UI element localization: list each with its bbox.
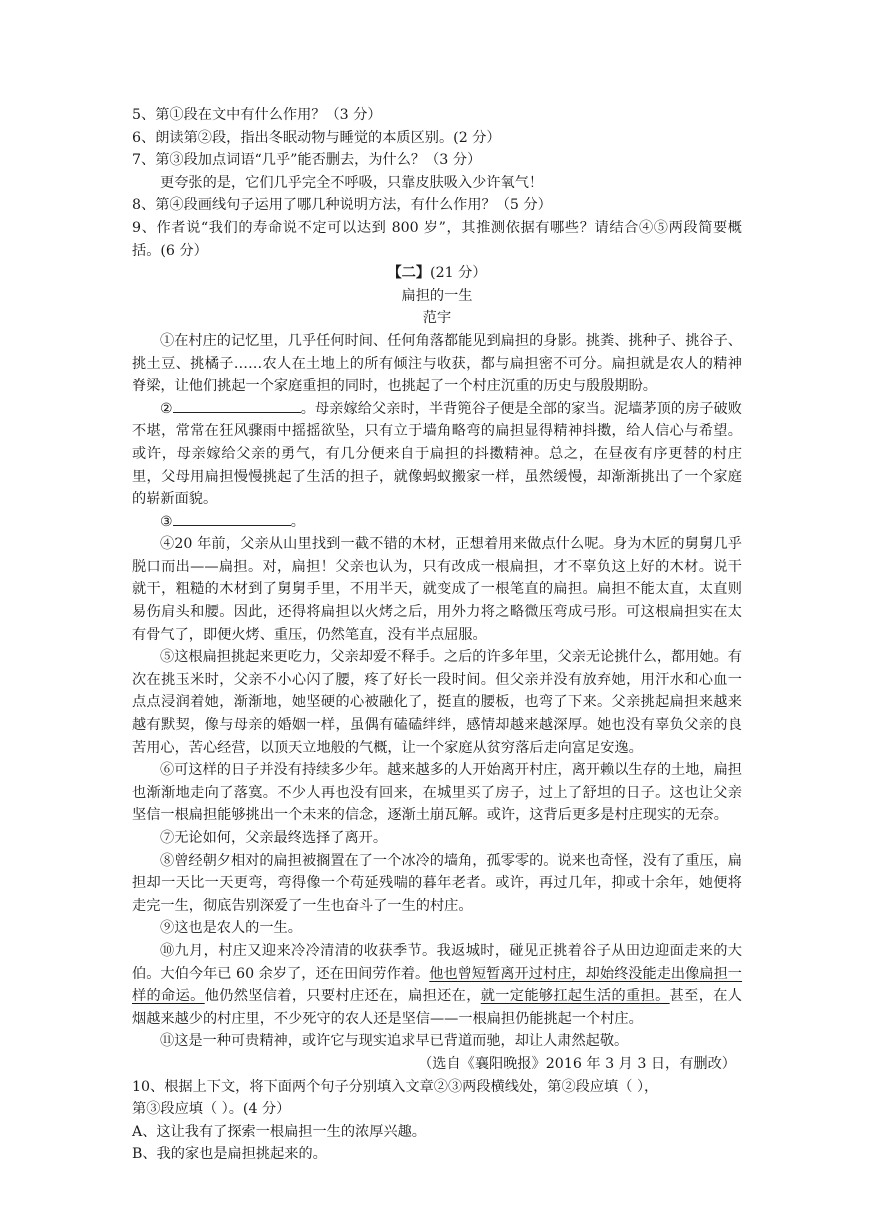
paragraph-2 — [132, 398, 742, 511]
question-7-sentence: 更夸张的是，它们几乎完全不呼吸，只靠皮肤吸入少许氧气！ — [160, 174, 544, 191]
paragraph-6: ⑥可这样的日子并没有持续多少年。越来越多的人开始离开村庄，离开赖以生存的土地，扁担也渐渐地走向了落寞。不少人再也没有回来，在城里买了房子，过上了舒坦的日子。这也让父亲坚信一根扁担能够挑出一个未来的信念，逐渐土崩瓦解。或许，这背后更多是村庄现实的无奈。 — [132, 762, 742, 824]
option-a: A、这让我有了探索一根扁担一生的浓厚兴趣。 — [132, 1123, 426, 1140]
paragraph-10 — [132, 940, 742, 1030]
paragraph-3-end: 。 — [290, 513, 305, 530]
paragraph-11: ⑪这是一种可贵精神，或许它与现实追求早已背道而驰，却让人肃然起敬。 — [160, 1033, 629, 1050]
question-10-line-1: 10、根据上下文，将下面两个句子分别填入文章②③两段横线处，第②段应填（ ）， — [132, 1078, 659, 1095]
paragraph-10-underlined-2: 就一定能够扛起生活的重担。 — [480, 988, 670, 1005]
article-author: 范宇 — [422, 310, 452, 327]
paragraph-1: ①在村庄的记忆里，几乎任何时间、任何角落都能见到扁担的身影。挑粪、挑种子、挑谷子、挑土豆、挑橘子……农人在土地上的所有倾注与收获，都与扁担密不可分。扁担就是农人的精神脊梁，让他们挑起一个家庭重担的同时，也挑起了一个村庄沉重的历史与殷殷期盼。 — [132, 332, 742, 395]
option-b: B、我的家也是扁担挑起来的。 — [132, 1146, 327, 1163]
document-page — [132, 104, 742, 1166]
paragraph-8: ⑧曾经朝夕相对的扁担被搁置在了一个冰冷的墙角，孤零零的。说来也奇怪，没有了重压，扁担却一天比一天更弯，弯得像一个苟延残喘的暮年老者。或许，再过几年，抑或十余年，她便将走完一生，彻底告别深爱了一生也奋斗了一生的村庄。 — [132, 852, 742, 914]
paragraph-2-number: ② — [160, 400, 173, 417]
question-5: 5、第①段在文中有什么作用？（3 分） — [132, 107, 382, 123]
paragraph-3-blank — [173, 511, 291, 526]
paragraph-2-blank — [173, 398, 301, 413]
paragraph-5: ⑤这根扁担挑起来更吃力，父亲却爱不释手。之后的许多年里，父亲无论挑什么，都用她。有次在挑玉米时，父亲不小心闪了腰，疼了好长一段时间。但父亲并没有放弃她，用汗水和心血一点点浸润着她，渐渐地，她坚硬的心被融化了，挺直的腰板，也弯了下来。父亲挑起扁担来越来越有默契，像与母亲的婚姻一样，虽偶有磕磕绊绊，感情却越来越深厚。她也没有辜负父亲的良苦用心，苦心经营，以顶天立地般的气概，让一个家庭从贫穷落后走向富足安逸。 — [132, 649, 742, 756]
paragraph-10-underlined-1: 他也曾短暂离开过村庄，却始终没能走出像扁担一样的命运。 — [132, 965, 742, 1005]
section-score: (21 分） — [430, 265, 487, 282]
paragraph-3 — [132, 511, 742, 534]
paragraph-9: ⑨这也是农人的一生。 — [160, 920, 302, 937]
paragraph-4: ④20 年前，父亲从山里找到一截不错的木材，正想着用来做点什么呢。身为木匠的舅舅几乎脱口而出——扁担。对，扁担！父亲也认为，只有改成一根扁担，才不辜负这上好的木材。说干就干，粗糙的木材到了舅舅手里，不用半天，就变成了一根笔直的扁担。扁担不能太直，太直则易伤肩头和腰。因此，还得将扁担以火烤之后，用外力将之略微压弯成弓形。可这根扁担实在太有骨气了，即便火烤、重压，仍然笔直，没有半点屈服。 — [132, 536, 742, 643]
paragraph-10-text-a: ⑩九月，村庄又迎来冷冷清清的收获季节。我返城时，碰见正挑着谷子从田边迎面走来的大伯。大伯今年已 60 余岁了，还在田间劳作着。 — [132, 942, 742, 982]
section-header — [132, 262, 742, 285]
question-8: 8、第④段画线句子运用了哪几种说明方法，有什么作用？（5 分） — [132, 197, 552, 214]
article-source: （选自《襄阳晚报》2016 年 3 月 3 日，有删改） — [418, 1055, 736, 1072]
section-number: 【二】 — [387, 265, 431, 282]
question-7: 7、第③段加点词语“几乎”能否删去，为什么？（3 分） — [132, 152, 482, 169]
article-title: 扁担的一生 — [401, 287, 473, 304]
question-6: 6、朗读第②段，指出冬眠动物与睡觉的本质区别。(2 分） — [132, 129, 501, 146]
paragraph-2-text: 。母亲嫁给父亲时，半背篼谷子便是全部的家当。泥墙茅顶的房子破败不堪，常常在狂风骤雨中摇摇欲坠，只有立于墙角略弯的扁担显得精神抖擞，给人信心与希望。或许，母亲嫁给父亲的勇气，有几分便来自于扁担的抖擞精神。总之，在昼夜有序更替的村庄里，父母用扁担慢慢挑起了生活的担子，就像蚂蚁搬家一样，虽然缓慢，却渐渐挑出了一个家庭的崭新面貌。 — [132, 400, 742, 508]
question-9: 9、作者说“我们的寿命说不定可以达到 800 岁”，其推测依据有哪些？请结合④⑤两段简要概括。(6 分） — [132, 219, 742, 259]
paragraph-3-number: ③ — [160, 513, 173, 530]
paragraph-10-text-c: 甚至，在人烟越来越少的村庄里，不少死守的农人还是坚信——一根扁担仍能挑起一个村庄。 — [132, 988, 742, 1027]
paragraph-7: ⑦无论如何，父亲最终选择了离开。 — [160, 830, 388, 846]
question-10-line-2: 第③段应填（ ）。(4 分） — [132, 1101, 291, 1118]
paragraph-10-text-b: 他仍然坚信着，只要村庄还在，扁担还在， — [204, 988, 481, 1005]
